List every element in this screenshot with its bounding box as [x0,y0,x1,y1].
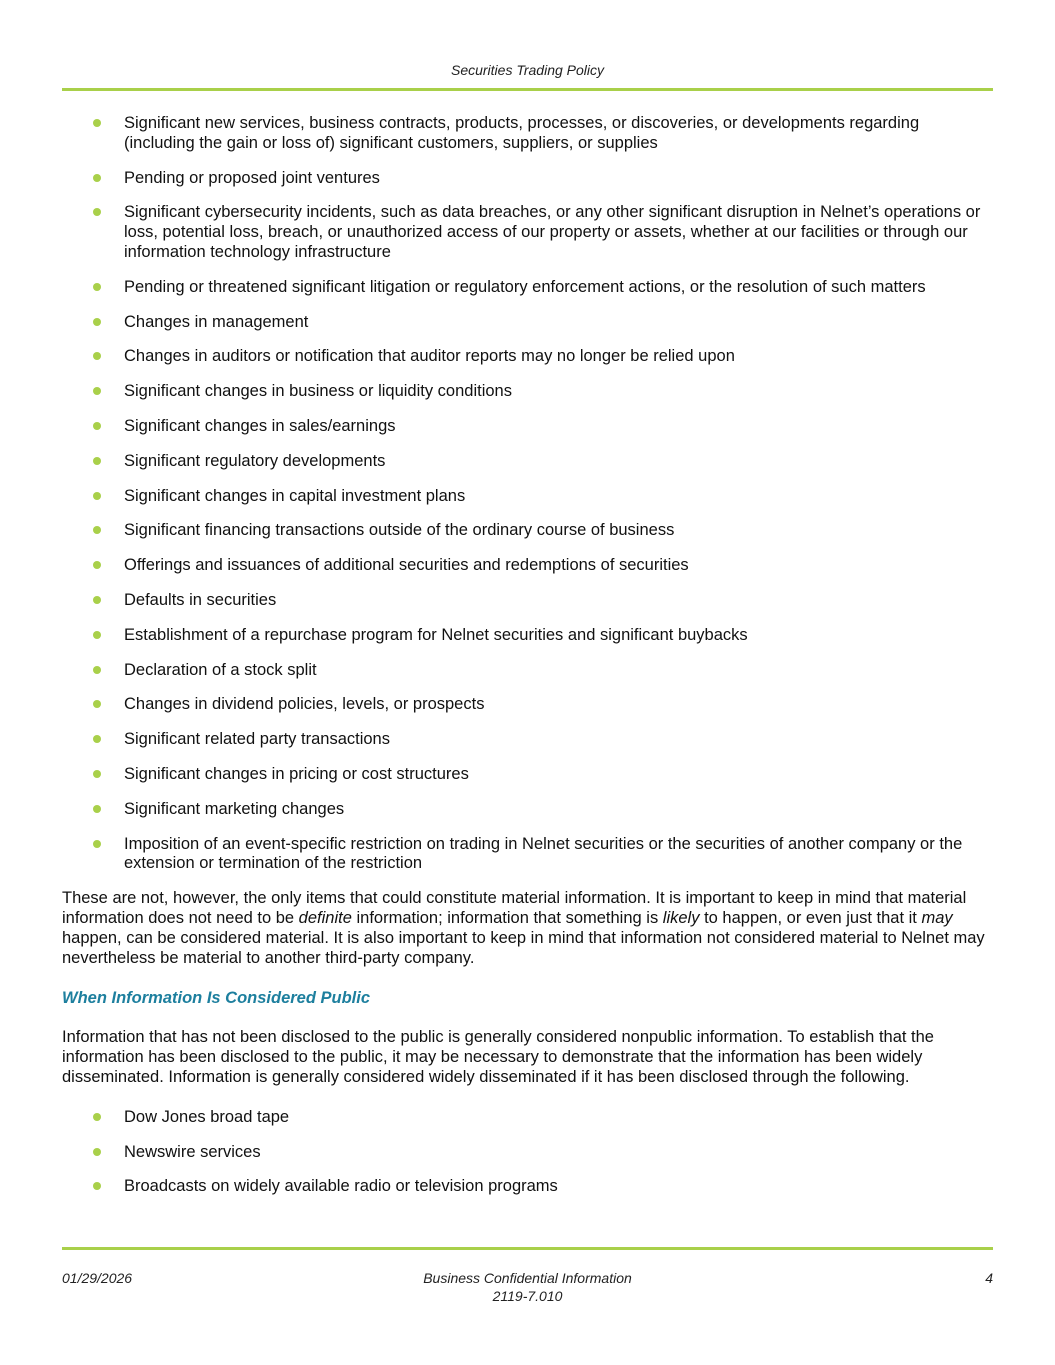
bullet-icon [93,1113,101,1121]
list-item: Significant marketing changes [62,800,993,820]
bullet-icon [93,840,101,848]
bullet-icon [93,561,101,569]
page-header-title: Securities Trading Policy [450,62,605,78]
list-item: Defaults in securities [62,591,993,611]
list-item: Establishment of a repurchase program for Nelnet securities and significant buybacks [62,626,993,646]
bullet-icon [93,735,101,743]
header-rule [62,88,993,91]
footer-center [62,1269,993,1305]
dissemination-list [62,1108,993,1197]
list-item: Significant new services, business contracts, products, processes, or discoveries, or developments regarding (including the gain or loss of) significant customers, suppliers, or supplies [62,114,993,154]
material-info-list [62,114,993,874]
bullet-icon [93,387,101,395]
document-body [62,114,993,1212]
bullet-icon [93,805,101,813]
bullet-icon [93,666,101,674]
footer-date: 01/29/2026 [62,1270,133,1286]
bullet-icon [93,1148,101,1156]
list-item: Pending or proposed joint ventures [62,169,993,189]
bullet-icon [93,208,101,216]
bullet-icon [93,700,101,708]
list-item: Offerings and issuances of additional securities and redemptions of securities [62,556,993,576]
bullet-icon [93,457,101,465]
list-item: Significant regulatory developments [62,452,993,472]
bullet-icon [93,422,101,430]
section-heading: When Information Is Considered Public [62,989,371,1008]
bullet-icon [93,631,101,639]
bullet-icon [93,352,101,360]
list-item: Significant related party transactions [62,730,993,750]
list-item: Broadcasts on widely available radio or television programs [62,1177,993,1197]
list-item: Changes in dividend policies, levels, or prospects [62,695,993,715]
footer-page-number: 4 [985,1270,993,1286]
list-item: Changes in management [62,313,993,333]
bullet-icon [93,492,101,500]
list-item: Significant changes in business or liquidity conditions [62,382,993,402]
list-item: Significant changes in sales/earnings [62,417,993,437]
footer-doc-number: 2119-7.010 [492,1288,563,1304]
bullet-icon [93,174,101,182]
list-item: Newswire services [62,1143,993,1163]
list-item: Declaration of a stock split [62,661,993,681]
list-item: Significant financing transactions outside of the ordinary course of business [62,521,993,541]
list-item: Pending or threatened significant litigation or regulatory enforcement actions, or the resolution of such matters [62,278,993,298]
list-item: Significant changes in capital investment plans [62,487,993,507]
bullet-icon [93,119,101,127]
list-item: Significant cybersecurity incidents, such as data breaches, or any other significant disruption in Nelnet’s operations or loss, potential loss, breach, or unauthorized access of our property or assets, whether at our facilities or through our information technology infrastructure [62,203,993,262]
list-item: Changes in auditors or notification that auditor reports may no longer be relied upon [62,347,993,367]
public-information-paragraph: Information that has not been disclosed to the public is generally considered nonpublic information. To establish that the information has been disclosed to the public, it may be necessary to demonstrate that the information has been widely disseminated. Information is generally considered widely disseminated if it has been disclosed through the following. [62,1028,934,1086]
bullet-icon [93,596,101,604]
list-item: Dow Jones broad tape [62,1108,993,1128]
list-item: Significant changes in pricing or cost structures [62,765,993,785]
list-item: Imposition of an event-specific restriction on trading in Nelnet securities or the securities of another company or the extension or termination of the restriction [62,835,993,875]
bullet-icon [93,770,101,778]
material-information-paragraph: These are not, however, the only items that could constitute material information. It is important to keep in mind that material information does not need to be definite information; information that something is likely to happen, or even just that it may happen, can be considered material. It is also important to keep in mind that information not considered material to Nelnet may nevertheless be material to another third-party company. [62,889,985,967]
bullet-icon [93,1182,101,1190]
footer-rule [62,1247,993,1250]
bullet-icon [93,318,101,326]
footer-classification: Business Confidential Information [423,1270,632,1286]
bullet-icon [93,283,101,291]
bullet-icon [93,526,101,534]
